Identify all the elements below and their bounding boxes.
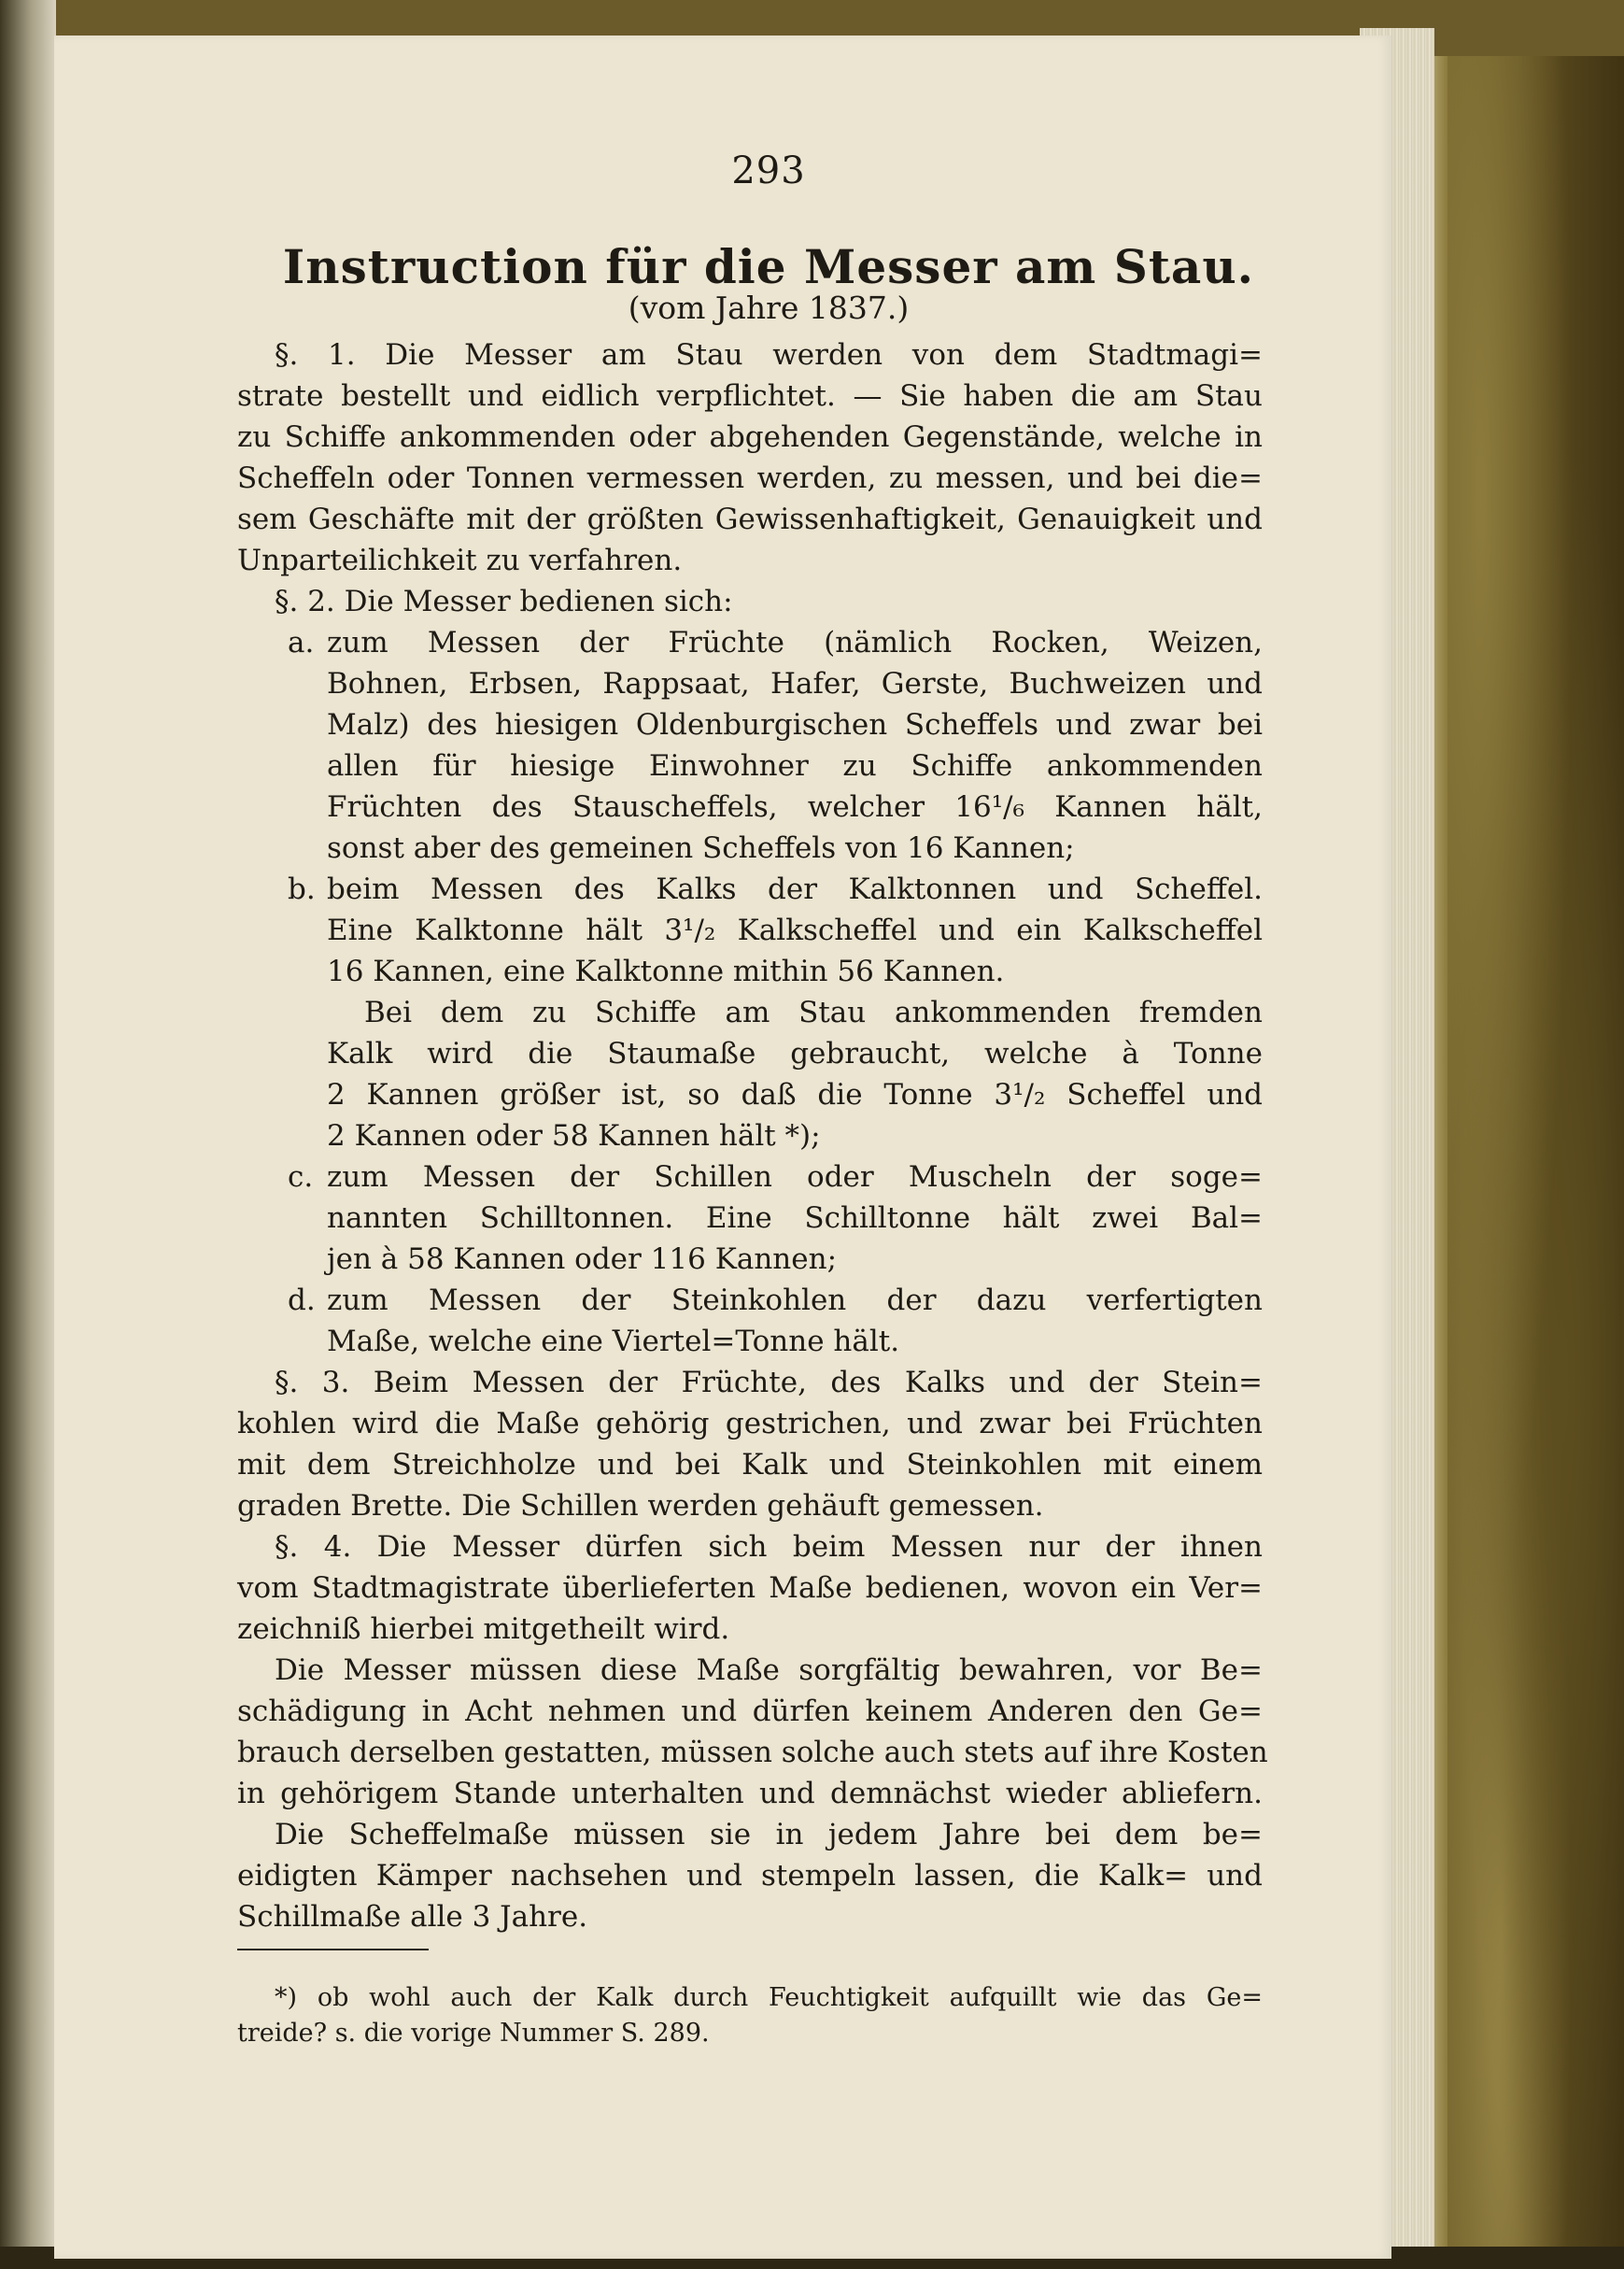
text-line: 16 Kannen, eine Kalktonne mithin 56 Kannen. [327, 955, 1005, 988]
list-item-b: b. beim Messen des Kalks der Kalktonnen und Scheffel. [327, 869, 1263, 910]
footnote-line: *) ob wohl auch der Kalk durch Feuchtigkeit aufquillt wie das Ge= [275, 1983, 1263, 2012]
text-line: Schillmaße alle 3 Jahre. [237, 1900, 588, 1934]
list-marker: a. [288, 626, 315, 659]
text-line: 2 Kannen oder 58 Kannen hält *); [327, 1119, 821, 1153]
text-line: nannten Schilltonnen. Eine Schilltonne hält zwei Bal= [327, 1201, 1263, 1235]
text-line: kohlen wird die Maße gehörig gestrichen, und zwar bei Früchten [237, 1407, 1263, 1440]
left-page-edge [0, 0, 56, 2269]
text-line: Bohnen, Erbsen, Rappsaat, Hafer, Gerste, Buchweizen und [327, 667, 1263, 701]
text-line: vom Stadtmagistrate überlieferten Maße bedienen, wovon ein Ver= [237, 1571, 1263, 1605]
text-line: §. 3. Beim Messen der Früchte, des Kalks und der Stein= [275, 1366, 1263, 1399]
text-line: Malz) des hiesigen Oldenburgischen Scheffels und zwar bei [327, 708, 1263, 742]
text-line: §. 2. Die Messer bedienen sich: [275, 585, 733, 618]
text-line: mit dem Streichholze und bei Kalk und Steinkohlen mit einem [237, 1448, 1263, 1482]
text-line: Die Messer müssen diese Maße sorgfältig bewahren, vor Be= [275, 1653, 1263, 1687]
text-line: sem Geschäfte mit der größten Gewissenhaftigkeit, Genauigkeit und [237, 503, 1263, 536]
text-line: in gehörigem Stande unterhalten und demnächst wieder abliefern. [237, 1777, 1263, 1810]
list-item-c: c. zum Messen der Schillen oder Muscheln der soge= [327, 1156, 1263, 1198]
text-line: zeichniß hierbei mitgetheilt wird. [237, 1612, 730, 1646]
list-item-d: d. zum Messen der Steinkohlen der dazu verfertigten [327, 1280, 1263, 1321]
text-line: jen à 58 Kannen oder 116 Kannen; [327, 1242, 838, 1276]
text-line: Scheffeln oder Tonnen vermessen werden, zu messen, und bei die= [237, 461, 1263, 495]
text-line: strate bestellt und eidlich verpflichtet. — Sie haben die am Stau [237, 379, 1263, 413]
page-title: Instruction für die Messer am Stau. [282, 239, 1255, 294]
text-line: zu Schiffe ankommenden oder abgehenden Gegenstände, welche in [237, 420, 1263, 454]
text-line: brauch derselben gestatten, müssen solche auch stets auf ihre Kosten [237, 1736, 1268, 1769]
text-line: Kalk wird die Staumaße gebraucht, welche à Tonne [327, 1037, 1263, 1071]
list-item-a: a. zum Messen der Früchte (nämlich Rocken, Weizen, [327, 622, 1263, 663]
book-page [54, 35, 1391, 2259]
book-cover [1419, 56, 1624, 2269]
text-line: Maße, welche eine Viertel=Tonne hält. [327, 1325, 900, 1358]
text-line: Früchten des Stauscheffels, welcher 16¹/₆ Kannen hält, [327, 790, 1263, 824]
text-line: Unparteilichkeit zu verfahren. [237, 544, 683, 577]
list-marker: b. [288, 872, 316, 906]
list-marker: d. [288, 1283, 316, 1317]
text-line: Bei dem zu Schiffe am Stau ankommenden fremden [364, 996, 1263, 1029]
footnote-rule [237, 1949, 429, 1950]
text-line: 2 Kannen größer ist, so daß die Tonne 3¹/₂ Scheffel und [327, 1078, 1263, 1112]
page-number: 293 [731, 149, 806, 192]
text-line: Die Scheffelmaße müssen sie in jedem Jahre bei dem be= [275, 1818, 1263, 1851]
text-line: sonst aber des gemeinen Scheffels von 16 Kannen; [327, 831, 1075, 865]
text-line: §. 4. Die Messer dürfen sich beim Messen nur der ihnen [275, 1530, 1263, 1564]
text-line: allen für hiesige Einwohner zu Schiffe ankommenden [327, 749, 1263, 783]
page-subtitle: (vom Jahre 1837.) [628, 290, 910, 326]
footnote-line: treide? s. die vorige Nummer S. 289. [237, 2019, 710, 2048]
text-line: eidigten Kämper nachsehen und stempeln lassen, die Kalk= und [237, 1859, 1263, 1893]
text-line: §. 1. Die Messer am Stau werden von dem Stadtmagi= [275, 338, 1263, 372]
text-line: Eine Kalktonne hält 3¹/₂ Kalkscheffel und ein Kalkscheffel [327, 914, 1263, 947]
text-line: graden Brette. Die Schillen werden gehäuft gemessen. [237, 1489, 1044, 1523]
text-line: schädigung in Acht nehmen und dürfen keinem Anderen den Ge= [237, 1695, 1263, 1728]
list-marker: c. [288, 1160, 314, 1194]
